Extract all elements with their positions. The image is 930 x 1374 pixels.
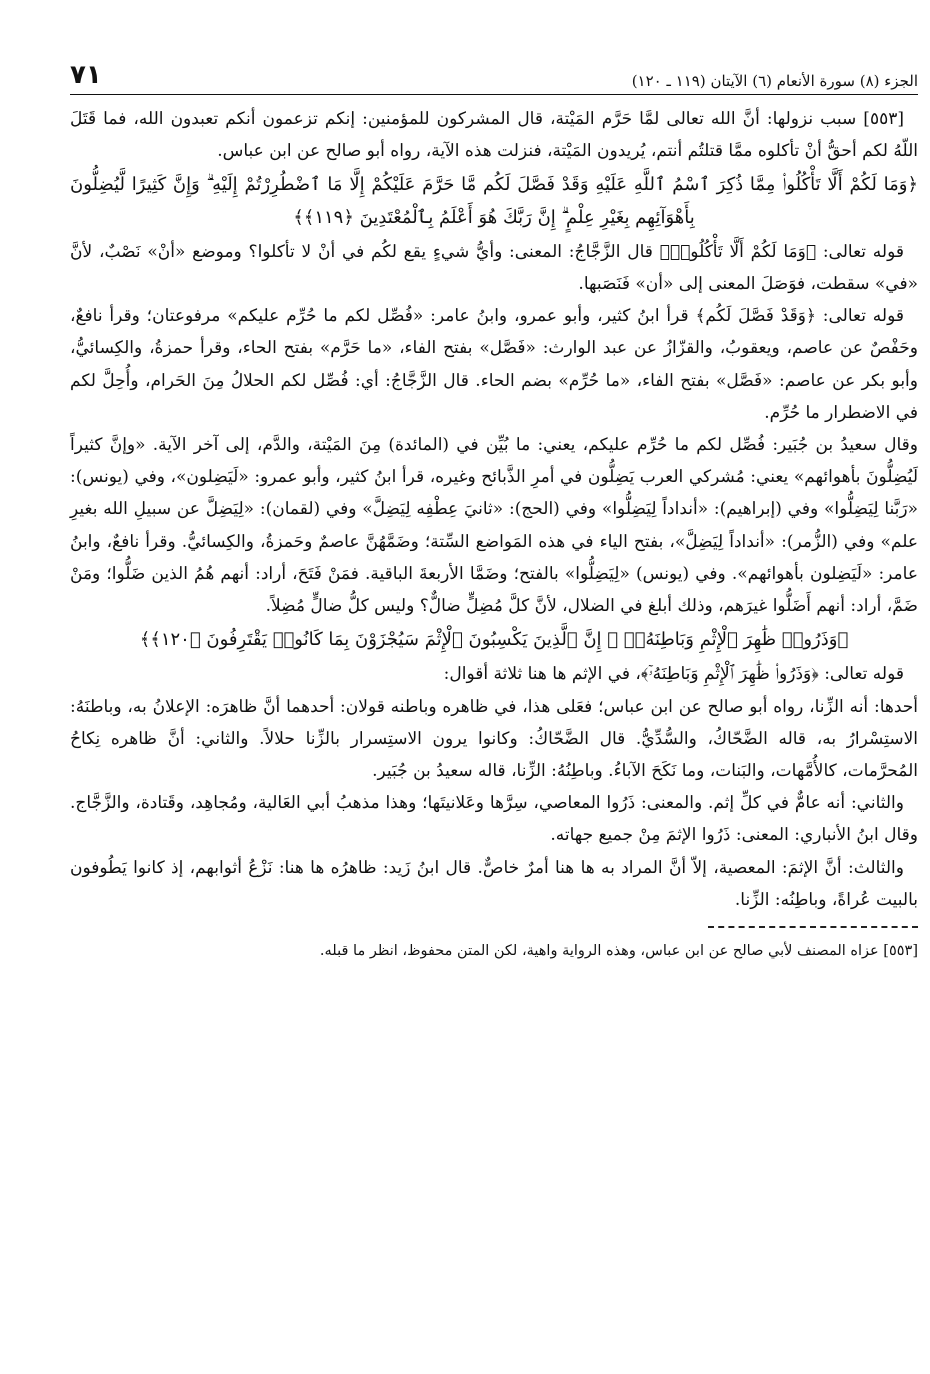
paragraph-third-saying: والثالث: أنَّ الإثمَ: المعصية، إلاّ أنَّ المراد به ها هنا أمرٌ خاصٌّ. قال ابنُ زَيد: ظاهرُه ها هنا: نَزْعُ أثوابهم، إذ كانوا يَطُوفون بالبيت عُراةً، وباطِنُه: الزِّنا. <box>70 857 918 910</box>
footnote: [٥٥٣] عزاه المصنف لأبي صالح عن ابن عباس، وهذه الرواية واهية، لكن المتن محفوظ، انظر ما قبله. <box>319 943 918 960</box>
book-page <box>70 50 918 964</box>
paragraph-zajjaj-meaning: قوله تعالى: ﴿وَمَا لَكُمْ أَلَّا تَأْكُلُوا۟﴾ قال الزَّجَّاجُ: المعنى: وأيُّ شيءٍ يقع لكُم في أنْ لا تأكلوا؟ وموضع «أنْ» نَصْبٌ، لأنَّ «في» سقطت، فوَصَلَ المعنى إلى «أن» فَنَصَبها. <box>70 241 918 295</box>
page-number: ٧١ <box>70 60 102 90</box>
paragraph-readings-fassala: قوله تعالى: ﴿وَقَدْ فَصَّلَ لَكُم﴾ قرأ ابنُ كثير، وأبو عمرو، وابنُ عامر: «فُصِّل لكم ما حُرِّم عليكم» مرفوعتان؛ وقرأ نافعٌ، وحَفْصٌ عن عاصم، ويعقوبُ، والقزّازُ عن عبد الوارث: «فَصَّل» بفتح الفاء، «ما حَرَّم» بفتح الحاء، وقرأ حمزةُ، والكِسائيُّ، وأبو بكر عن عاصم: «فَصَّل» بفتح الفاء، «ما حُرِّم» بضم الحاء. قال الزَّجَّاجُ: أي: فُصِّل لكم الحلالُ مِنَ الحَرام، وأُحِلَّ لكم في الاضطرار ما حُرِّم. <box>70 306 918 423</box>
paragraph-revelation-cause: [٥٥٣] سبب نزولها: أنَّ الله تعالى لمَّا حَرَّم المَيْتة، قال المشركون للمؤمنين: إنكم تزعمون أنكم تعبدون الله، فما قَتَلَ اللّهُ لكم أحقُّ أنْ تأكلوه ممَّا قتلتُم أنتم، يُريدون المَيْتة، فنزلت هذه الآية، رواه أبو صالح عن ابن عباس. <box>70 109 918 162</box>
paragraph-three-sayings: قوله تعالى: ﴿وَذَرُوا۟ ظَٰهِرَ ٱلْإِثْمِ وَبَاطِنَهُۥٓ﴾، في الإثم ها هنا ثلاثة أقوال: <box>443 664 904 685</box>
paragraph-said-ibn-jubayr: وقال سعيدُ بن جُبَير: فُصِّل لكم ما حُرِّم عليكم، يعني: ما بُيِّن في (المائدة) مِنَ المَيْتة، والدَّم، إلى آخر الآية. «وإنَّ كثيراً لَيُضِلُّونَ بأهوائهم» يعني: مُشركي العرب يَضِلُّون في أمرِ الذَّبائح وغيره، قرأ ابنُ كثير، وأبو عمرو: «لَيَضِلون»، وفي (يونس): «رَبَّنا لِيَضِلُّوا» وفي (إبراهيم): «أنداداً لِيَضِلُّوا» وفي (الحج): «ثانيَ عِطْفِه لِيَضِلَّ» وفي (لقمان): «لِيَضِلَّ عن سبيلِ الله بغيرِ علم» وفي (الزُّمر): «أنداداً لِيَضِلَّ»، بفتح الياء في هذه المَواضع السِّتة؛ وضَمَّهُنَّ عاصمٌ وحَمزةُ، والكِسائيُّ. وقرأ نافعٌ، وابنُ عامر: «لَيَضِلون بأهوائهم». وفي (يونس) «لِيَضِلُّوا» بالفتح؛ وضَمَّا الأربعةَ الباقية. فمَنْ فَتَحَ، أراد: أنهم هُمُ الذين ضَلُّوا؛ ومَنْ ضَمَّ، أراد: أنهم أَضَلُّوا غيرَهم، وذلك أبلغ في الضلال، لأنَّ كلَّ مُضِلٍّ ضالٌّ؟ وليس كلُّ ضالٍّ مُضِلاً. <box>70 435 918 617</box>
page-body <box>70 103 918 916</box>
paragraph-second-saying: والثاني: أنه عامٌّ في كلِّ إثم. والمعنى: ذَرُوا المعاصي، سِرَّها وعَلانيتَها؛ وهذا مذهبُ أبي العَالية، ومُجاهِد، وقَتادة، والزَّجَّاج. وقال ابنُ الأنباري: المعنى: ذَرُوا الإثمَ مِنْ جميع جهاته. <box>70 793 918 846</box>
footnote-separator <box>708 926 918 928</box>
page-header <box>70 50 918 95</box>
running-head: الجزء (٨) سورة الأنعام (٦) الآيتان (١١٩ ـ ١٢٠) <box>631 72 918 90</box>
quran-verse-119: ﴿وَمَا لَكُمْ أَلَّا تَأْكُلُوا۟ مِمَّا ذُكِرَ ٱسْمُ ٱللَّهِ عَلَيْهِ وَقَدْ فَصَّلَ لَكُم مَّا حَرَّمَ عَلَيْكُمْ إِلَّا مَا ٱضْطُرِرْتُمْ إِلَيْهِ ۗ وَإِنَّ كَثِيرًا لَّيُضِلُّونَ بِأَهْوَآئِهِم بِغَيْرِ عِلْمٍ ۗ إِنَّ رَبَّكَ هُوَ أَعْلَمُ بِٱلْمُعْتَدِينَ ﴿١١٩﴾﴾ <box>70 174 918 228</box>
quran-verse-120: ﴿وَذَرُوا۟ ظَٰهِرَ ٱلْإِثْمِ وَبَاطِنَهُۥٓ ۚ إِنَّ ٱلَّذِينَ يَكْسِبُونَ ٱلْإِثْمَ سَيُجْزَوْنَ بِمَا كَانُوا۟ يَقْتَرِفُونَ ﴿١٢٠﴾﴾ <box>139 629 849 651</box>
paragraph-first-saying: أحدها: أنه الزِّنا، رواه أبو صالح عن ابن عباس؛ فعَلى هذا، في ظاهره وباطنه قولان: أحدهما أنَّ ظاهرَه: الإعلانُ به، وباطنَهُ: الاستِسْرارُ به، قاله الضَّحّاكُ، والسُّدِّيُّ. قال الضَّحّاكُ: وكانوا يرون الاستِسرار بالزِّنا حلالاً. والثاني: أنَّ ظاهره نِكاحُ المُحرَّمات، كالأُمَّهات، والبَنات، وما نَكَحَ الآباءُ. وباطِنُهُ: الزِّنا، قاله سعيدُ بن جُبَير. <box>70 696 918 782</box>
